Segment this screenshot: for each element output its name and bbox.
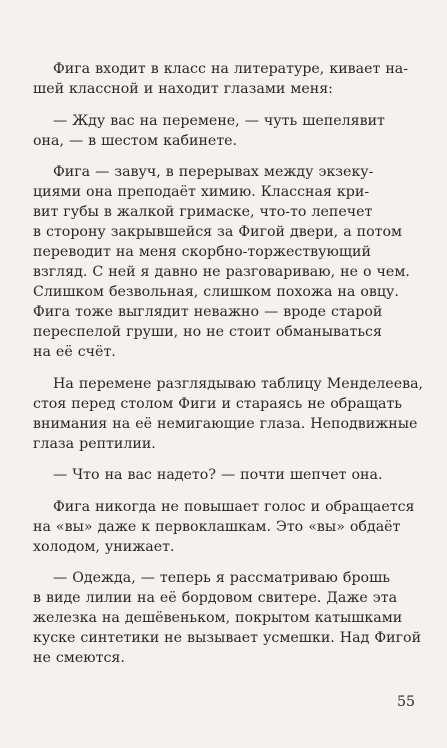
text-line: на её счёт. [33, 344, 116, 360]
page-number: 55 [396, 694, 415, 710]
text-line: Фига — завуч, в перерывах между экзеку- [53, 164, 374, 180]
text-line: шей классной и находит глазами меня: [33, 81, 333, 97]
paragraph-4 [33, 374, 424, 454]
text-line: не смеются. [33, 650, 125, 666]
text-line: на «вы» даже к первоклашкам. Это «вы» обдаёт [33, 518, 401, 535]
text-line: куске синтетики не вызывает усмешки. Над Фигой [33, 630, 422, 646]
text-line: глаза рептилии. [33, 435, 156, 452]
text-line: она, — в шестом кабинете. [33, 132, 238, 149]
body-text [33, 59, 424, 680]
text-line: циями она преподаёт химию. Классная кри- [33, 184, 370, 200]
text-line: — Жду вас на перемене, — чуть шепелявит [53, 112, 385, 129]
paragraph-7 [33, 568, 422, 668]
text-line: холодом, унижает. [33, 538, 175, 555]
text-line: железка на дешёвеньком, покрытом катышками [33, 610, 403, 626]
text-line: стоя перед столом Фиги и стараясь не обращать [33, 395, 403, 412]
text-line: Слишком безвольная, слишком похожа на овцу. [33, 284, 399, 300]
text-line: Фига входит в класс на литературе, кивает на- [53, 61, 409, 77]
text-line: внимания на её немигающие глаза. Неподвижные [33, 415, 418, 432]
paragraph-1 [33, 59, 415, 99]
text-line: — Что на вас надето? — почти шепчет она. [53, 467, 383, 483]
text-line: переспелой груши, но не стоит обманываться [33, 324, 382, 340]
text-line: — Одежда, — теперь я рассматриваю брошь [53, 570, 390, 586]
paragraph-5 [33, 465, 415, 485]
paragraph-2 [33, 111, 415, 151]
text-line: Фига тоже выглядит неважно — вроде старой [33, 304, 383, 320]
paragraph-6 [33, 497, 415, 557]
text-line: На перемене разглядываю таблицу Менделеева, [53, 375, 424, 392]
text-line: переводит на меня скорбно-торжествующий [33, 244, 371, 260]
text-line: в сторону закрывшейся за Фигой двери, а потом [33, 224, 403, 240]
text-line: вит губы в жалкой гримаске, что-то лепечет [33, 204, 373, 220]
text-line: взгляд. С ней я давно не разговариваю, не о чем. [33, 264, 410, 280]
text-line: в виде лилии на её бордовом свитере. Даже эта [33, 590, 398, 606]
paragraph-3 [33, 162, 415, 362]
text-line: Фига никогда не повышает голос и обращается [53, 498, 415, 515]
